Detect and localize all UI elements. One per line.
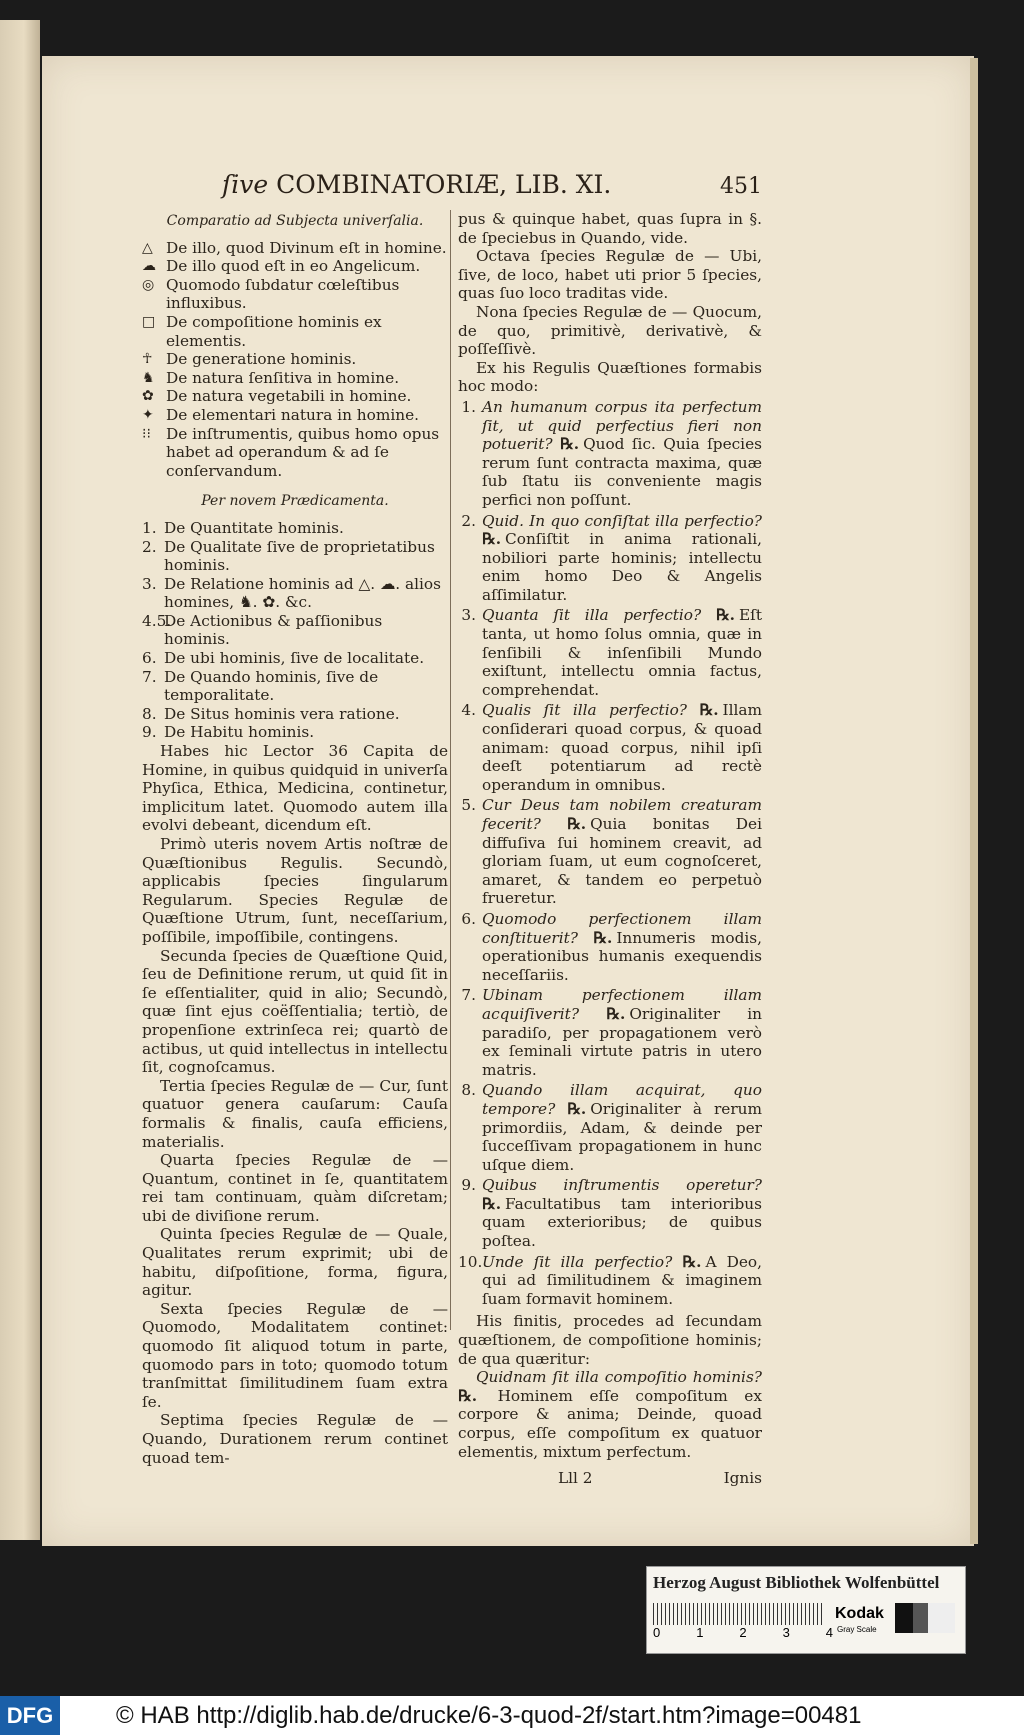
subject-item (142, 257, 448, 276)
library-name: Herzog August Bibliothek Wolfenbüttel (653, 1573, 940, 1592)
subject-item (142, 313, 448, 350)
paragraph: Septima ſpecies Regulæ de — Quando, Durationem rerum continet quoad tem- (142, 1411, 448, 1467)
question-number: 6. (461, 909, 476, 928)
item-number: 6. (142, 649, 157, 668)
subject-text: De compoſitione hominis ex elementis. (166, 312, 382, 350)
response-mark: ℞. (482, 1194, 502, 1213)
running-head-title: COMBINATORIÆ, LIB. XI. (276, 170, 612, 199)
question-body (482, 986, 762, 1079)
response-text: A Deo, qui ad ſimilitudinem & imaginem ſuam formavit hominem. (482, 1252, 762, 1308)
predicament-text: De Situs hominis vera ratione. (164, 704, 400, 723)
paragraph: Quarta ſpecies Regulæ de — Quantum, continet in ſe, quantitatem rei tam continuam, quàm diſcretam; ubi de diviſione rerum. (142, 1151, 448, 1225)
predicament-item (142, 723, 448, 742)
question-item (458, 1253, 762, 1309)
symbol-icon: ✿ (142, 388, 154, 405)
credit-link[interactable]: © HAB http://diglib.hab.de/drucke/6-3-quod-2f/start.htm?image=00481 (116, 1701, 862, 1729)
question-number: 5. (461, 796, 476, 815)
question-item (458, 512, 762, 605)
paragraph: Nona ſpecies Regulæ de — Quocum, de quo, primitivè, derivativè, & poſſeſſivè. (458, 302, 762, 359)
question-text: Quomodo perfectionem illam conſtituerit? (482, 909, 762, 947)
question-number: 10. (458, 1252, 483, 1271)
question-item (458, 1176, 762, 1250)
page-edge (970, 58, 978, 1544)
subject-item (142, 387, 448, 406)
symbol-icon: ☥ (142, 351, 153, 368)
item-number: 7. (142, 667, 157, 686)
heading-subjects: Comparatio ad Subjecta univerſalia. (166, 213, 424, 229)
symbol-icon: ⁝⁝ (142, 425, 151, 442)
paragraph: Habes hic Lector 36 Capita de Homine, in quibus quidquid in univerſa Phyſica, Ethica, Medicina, continetur, implicitum latet. Quomodo autem illa evolvi debeant, dicendum eſt. (142, 742, 448, 835)
left-column (142, 210, 448, 1467)
question-number: 9. (461, 1176, 476, 1195)
subject-item (142, 406, 448, 425)
subjects-list (142, 239, 448, 481)
right-column (458, 210, 762, 1488)
subject-item (142, 369, 448, 388)
question-item (458, 1081, 762, 1174)
symbol-icon: □ (142, 313, 156, 330)
subject-item (142, 239, 448, 258)
question-number: 1. (461, 397, 476, 416)
predicament-item (142, 705, 448, 724)
subject-text: De elementari natura in homine. (166, 405, 420, 424)
question-body (482, 1253, 762, 1309)
response-text: Originaliter in paradiſo, per propagationem verò ex ſeminali virtute patris in utero matris. (482, 1004, 762, 1079)
item-number: 2. (142, 537, 157, 556)
predicament-text: De Quantitate hominis. (164, 518, 344, 537)
question-number: 8. (461, 1081, 476, 1100)
question-body (482, 512, 762, 605)
kodak-logo: Kodak (835, 1605, 884, 1622)
gray-scale-label: Gray Scale (837, 1625, 877, 1634)
question-text: Cur Deus tam nobilem creaturam fecerit? (482, 796, 762, 833)
ruler-tick: 4 (825, 1625, 833, 1640)
subject-item (142, 425, 448, 481)
response-text: Conſiſtit in anima rationali, nobiliori parte hominis; intellectu enim homo Deo & Angelis aſſimilatur. (482, 530, 762, 604)
symbol-icon: ♞ (142, 369, 155, 386)
response-mark: ℞. (682, 1252, 702, 1271)
response-text: Innumeris modis, operationibus humanis exequendis neceſſariis. (482, 928, 762, 984)
predicament-item (142, 649, 448, 668)
dfg-logo: DFG (0, 1696, 60, 1735)
response-text: Illam conſiderari quoad corpus, & quoad animam: quoad corpus, nihil ipſi deeſt potentiarum ad rectè operandum in omnibus. (482, 701, 762, 794)
response-mark: ℞. (593, 928, 613, 947)
subject-text: De natura ſenſitiva in homine. (166, 368, 400, 387)
response-mark: ℞. (458, 1386, 478, 1405)
page-number: 451 (720, 174, 762, 199)
item-number: 3. (142, 574, 157, 593)
response-mark: ℞. (699, 701, 719, 720)
question-body (482, 796, 762, 908)
facing-page-edge (0, 20, 40, 1540)
question-number: 3. (461, 606, 476, 625)
paragraph: Ex his Regulis Quæſtiones formabis hoc modo: (458, 358, 762, 396)
response-text: Quia bonitas Dei diffuſiva ſui hominem creavit, ad gloriam ſuam, ut eum cognoſceret, amaret, & tandem eo perpetuò frueretur. (482, 815, 762, 908)
response-mark: ℞. (567, 815, 587, 833)
running-head (222, 170, 762, 204)
question-number: 7. (461, 986, 476, 1005)
closing-paragraph: His finitis, procedes ad ſecundam quæſtionem, de compoſitione hominis; de qua quæritur: (458, 1312, 762, 1368)
response-text: Originaliter à rerum primordiis, Adam, & deinde per ſucceſſivam propagationem in hunc uſque diem. (482, 1099, 762, 1174)
ruler-tick: 2 (739, 1625, 747, 1640)
questions-list (458, 398, 762, 1309)
question-item (458, 910, 762, 984)
response-mark: ℞. (482, 530, 502, 549)
question-text: Qualis ſit illa perfectio? (482, 701, 687, 720)
catchword: Ignis (723, 1469, 762, 1488)
subject-text: De illo, quod Divinum eſt in homine. (166, 238, 447, 257)
question-body (482, 1081, 762, 1174)
predicaments-list (142, 519, 448, 742)
question-item (458, 701, 762, 794)
question-text: An humanum corpus ita perfectum ſit, ut quid perfectius fieri non potuerit? (482, 397, 762, 454)
ruler-tick: 1 (696, 1625, 704, 1640)
running-head-sive: ſive (222, 170, 269, 199)
paragraph: Primò uteris novem Artis noſtræ de Quæſtionibus Regulis. Secundò, applicabis ſpecies ſingularum Regularum. Species Regulæ de Quæſtione Utrum, ſunt, neceſſarium, poſſibile, impoſſibile, contingens. (142, 835, 448, 946)
subject-text: De illo quod eſt in eo Angelicum. (166, 257, 421, 276)
color-calibration-bar (646, 1566, 966, 1654)
question-text: Quibus inſtrumentis operetur? (482, 1176, 762, 1195)
question-text: Unde ſit illa perfectio? (482, 1252, 673, 1271)
predicament-item (142, 612, 448, 649)
question-item (458, 796, 762, 908)
subject-text: De natura vegetabili in homine. (166, 387, 412, 406)
gray-swatches (895, 1603, 955, 1633)
subject-text: De inſtrumentis, quibus homo opus habet ad operandum & ad ſe conſervandum. (166, 424, 440, 480)
predicament-text: De Relatione hominis ad △. ☁. alios homines, ♞. ✿. &c. (164, 574, 441, 612)
predicament-text: De Quando hominis, ſive de temporalitate. (164, 667, 379, 705)
column-rule (450, 210, 451, 1330)
question-text: Quid. In quo conſiſtat illa perfectio? (482, 511, 762, 530)
subject-item (142, 350, 448, 369)
predicament-item (142, 668, 448, 705)
predicament-text: De Actionibus & paſſionibus hominis. (164, 611, 383, 649)
question-number: 4. (461, 701, 476, 720)
question-body (482, 398, 762, 510)
predicament-item (142, 519, 448, 538)
question-item (458, 606, 762, 699)
closing-question: Quidnam ſit illa compoſitio hominis? (476, 1368, 762, 1387)
question-number: 2. (461, 511, 476, 530)
paragraph: Sexta ſpecies Regulæ de — Quomodo, Modalitatem continet: quomodo ſit aliquod totum in parte, quomodo pars in toto; quomodo totum tranſmittat ſimilitudinem ſuam extra ſe. (142, 1299, 448, 1411)
ruler-ticks (653, 1625, 833, 1640)
item-number: 1. (142, 518, 157, 537)
response-text: Quod ſic. Quia ſpecies rerum ſunt contracta maxima, quæ ſub ſtatu iis conveniente magis perfici non poſſunt. (482, 435, 762, 509)
right-paragraphs (458, 210, 762, 396)
item-number: 8. (142, 704, 157, 723)
predicament-text: De ubi hominis, ſive de localitate. (164, 649, 425, 668)
question-body (482, 606, 762, 699)
subject-text: De generatione hominis. (166, 350, 357, 369)
response-text: Facultatibus tam interioribus quam exterioribus; de quibus poſtea. (482, 1194, 762, 1251)
question-text: Quando illam acquirat, quo tempore? (482, 1081, 762, 1118)
closing-question-paragraph (458, 1368, 762, 1461)
predicament-item (142, 538, 448, 575)
predicament-text: De Qualitate ſive de proprietatibus hominis. (164, 537, 435, 575)
question-body (482, 1176, 762, 1250)
heading-predicaments: Per novem Prædicamenta. (201, 493, 389, 510)
ruler-tick: 0 (653, 1625, 661, 1640)
question-item (458, 398, 762, 510)
closing-response: Hominem eſſe compoſitum ex corpore & anima; Deinde, quoad corpus, eſſe compoſitum ex quatuor elementis, mixtum perfectum. (458, 1386, 762, 1461)
question-body (482, 701, 762, 794)
symbol-icon: ☁ (142, 258, 156, 275)
symbol-icon: △ (142, 239, 153, 256)
question-body (482, 910, 762, 984)
footer-bar (0, 1696, 1024, 1735)
subject-item (142, 276, 448, 313)
paragraph: Quinta ſpecies Regulæ de — Quale, Qualitates rerum exprimit; ubi de habitu, diſpoſitione, forma, figura, agitur. (142, 1225, 448, 1300)
scale-ruler (653, 1603, 825, 1625)
paragraph: Octava ſpecies Regulæ de — Ubi, ſive, de loco, habet uti prior 5 ſpecies, quas ſuo loco traditas vide. (458, 247, 762, 303)
response-mark: ℞. (715, 606, 735, 625)
signature-mark: Lll 2 (558, 1469, 593, 1488)
predicament-item (142, 575, 448, 612)
response-mark: ℞. (606, 1004, 626, 1023)
paragraph: pus & quinque habet, quas ſupra in §. de ſpeciebus in Quando, vide. (458, 210, 762, 247)
paragraph: Secunda ſpecies de Quæſtione Quid, ſeu de Definitione rerum, ut quid ſit in ſe eſſentialiter, quid in alio; Secundò, quæ ſint ejus coëſſentialia; tertiò, de propenſione extrinſeca rei; quartò de actibus, ut quid intellectus in intellectu ſit, cognoſcamus. (142, 946, 448, 1077)
question-text: Quanta ſit illa perfectio? (482, 606, 702, 625)
response-mark: ℞. (567, 1099, 587, 1118)
symbol-icon: ✦ (142, 406, 154, 423)
ruler-tick: 3 (782, 1625, 790, 1640)
paragraph: Tertia ſpecies Regulæ de — Cur, ſunt quatuor genera cauſarum: Cauſa formalis & finalis, cauſa efficiens, materialis. (142, 1076, 448, 1151)
question-item (458, 986, 762, 1079)
predicament-text: De Habitu hominis. (164, 723, 315, 742)
subject-text: Quomodo ſubdatur cœleſtibus influxibus. (166, 275, 400, 313)
item-number: 4.5. (142, 611, 172, 630)
question-text: Ubinam perfectionem illam acquiſiverit? (482, 986, 762, 1023)
response-mark: ℞. (560, 435, 580, 454)
response-text: Eſt tanta, ut homo ſolus omnia, quæ in ſenſibili & inſenſibili Mundo exiſtunt, intellectu omnia factus, comprehendat. (482, 606, 762, 699)
symbol-icon: ◎ (142, 276, 155, 293)
item-number: 9. (142, 723, 157, 742)
left-paragraphs (142, 742, 448, 1467)
page-foot (458, 1469, 762, 1488)
